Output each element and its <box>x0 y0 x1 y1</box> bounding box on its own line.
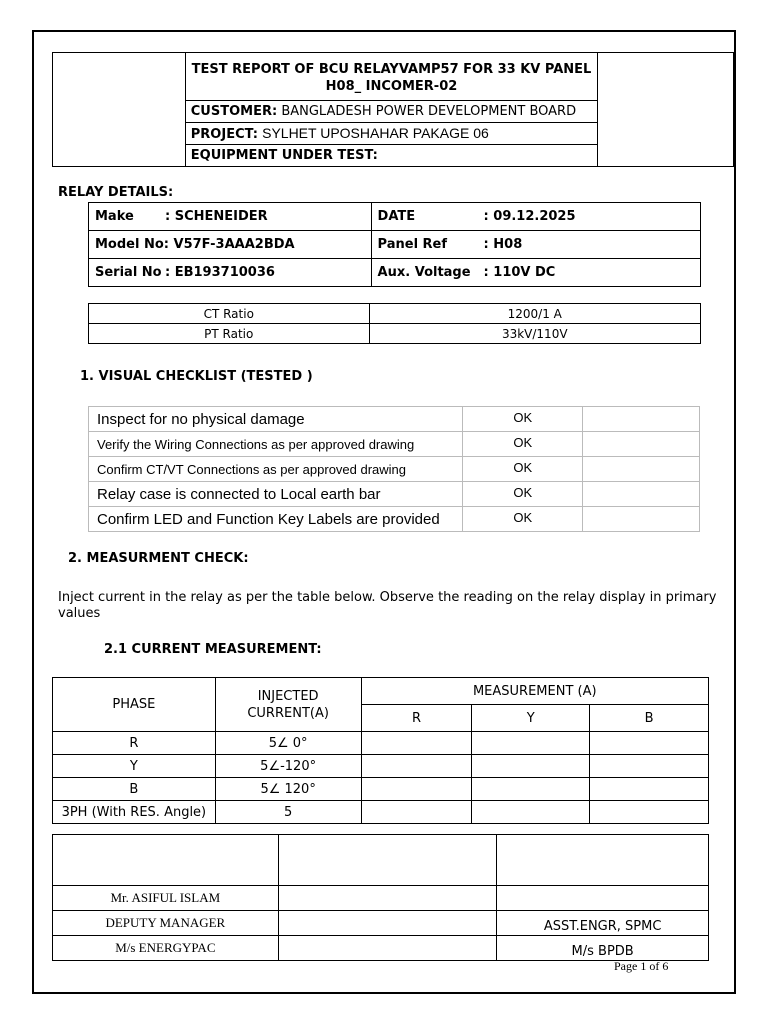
table-row <box>53 778 709 801</box>
logo-right-cell <box>598 53 734 167</box>
ct-ratio-value: 1200/1 A <box>369 304 700 324</box>
panel-value: : H08 <box>483 237 523 252</box>
injected-cell: 5∠ 120° <box>215 778 361 801</box>
date-value: : 09.12.2025 <box>483 209 576 224</box>
serial-cell <box>89 259 372 287</box>
reading-b-cell <box>590 801 709 824</box>
reading-y-cell <box>472 801 590 824</box>
reading-y-cell <box>472 732 590 755</box>
project-value: SYLHET UPOSHAHAR PAKAGE 06 <box>262 125 489 141</box>
report-title <box>185 53 597 101</box>
check-result: OK <box>463 457 583 482</box>
aux-cell <box>371 259 700 287</box>
check-blank <box>583 407 700 432</box>
table-row <box>89 432 700 457</box>
injected-header: INJECTED CURRENT(A) <box>215 678 361 732</box>
injected-cell: 5 <box>215 801 361 824</box>
serial-value: : EB193710036 <box>165 265 275 280</box>
pt-ratio-value: 33kV/110V <box>369 324 700 344</box>
table-row <box>89 304 701 324</box>
check-item: Confirm CT/VT Connections as per approved drawing <box>89 457 463 482</box>
reading-b-cell <box>590 732 709 755</box>
equipment-row <box>185 145 597 167</box>
signatory-title: DEPUTY MANAGER <box>53 911 279 936</box>
check-result: OK <box>463 482 583 507</box>
measurement-heading: 2. MEASURMENT CHECK: <box>68 551 249 566</box>
reading-b-cell <box>590 755 709 778</box>
table-row <box>53 801 709 824</box>
check-result: OK <box>463 507 583 532</box>
customer-value: BANGLADESH POWER DEVELOPMENT BOARD <box>281 104 577 119</box>
title-line-1: TEST REPORT OF BCU RELAYVAMP57 FOR 33 KV PANEL <box>191 61 592 77</box>
signature-table <box>52 834 709 961</box>
table-row <box>53 755 709 778</box>
reading-r-cell <box>361 801 472 824</box>
relay-details-heading: RELAY DETAILS: <box>58 185 174 200</box>
page-number: Page 1 of 6 <box>614 959 669 973</box>
model-cell <box>89 231 372 259</box>
reading-y-cell <box>472 755 590 778</box>
reading-y-cell <box>472 778 590 801</box>
current-measurement-table <box>52 677 709 824</box>
customer-row <box>185 101 597 123</box>
check-blank <box>583 432 700 457</box>
table-row <box>89 507 700 532</box>
project-label: PROJECT: <box>190 127 258 142</box>
signature-box-right <box>497 835 709 886</box>
make-cell <box>89 203 372 231</box>
pt-ratio-label: PT Ratio <box>89 324 370 344</box>
reading-r-cell <box>361 755 472 778</box>
customer-label: CUSTOMER: <box>190 104 278 119</box>
visual-checklist-table <box>88 406 700 532</box>
make-label: Make <box>95 209 134 224</box>
col-y-header: Y <box>472 705 590 732</box>
model-value: V57F-3AAA2BDA <box>173 237 295 252</box>
reading-r-cell <box>361 732 472 755</box>
aux-value: : 110V DC <box>483 265 556 280</box>
check-item: Confirm LED and Function Key Labels are provided <box>89 507 463 532</box>
report-header <box>52 52 734 167</box>
phase-cell: 3PH (With RES. Angle) <box>53 801 216 824</box>
aux-label: Aux. Voltage <box>377 265 471 280</box>
instruction-text: Inject current in the relay as per the table below. Observe the reading on the relay display in primary values <box>58 590 717 621</box>
check-result: OK <box>463 407 583 432</box>
title-line-2: H08_ INCOMER-02 <box>325 78 458 94</box>
phase-header: PHASE <box>53 678 216 732</box>
check-item: Verify the Wiring Connections as per approved drawing <box>89 432 463 457</box>
panel-cell <box>371 231 700 259</box>
measurement-header: MEASUREMENT (A) <box>361 678 708 705</box>
model-label: Model No: <box>95 237 169 252</box>
table-row <box>89 407 700 432</box>
ratio-table <box>88 303 701 344</box>
witness-company: M/s BPDB <box>497 936 709 961</box>
reading-r-cell <box>361 778 472 801</box>
phase-cell: B <box>53 778 216 801</box>
signature-box-middle <box>278 835 497 886</box>
project-row <box>185 123 597 145</box>
check-blank <box>583 457 700 482</box>
check-item: Relay case is connected to Local earth bar <box>89 482 463 507</box>
serial-label: Serial No <box>95 265 162 280</box>
col-b-header: B <box>590 705 709 732</box>
check-blank <box>583 482 700 507</box>
relay-details-table <box>88 202 701 287</box>
check-blank <box>583 507 700 532</box>
table-row <box>89 482 700 507</box>
table-row <box>89 457 700 482</box>
logo-left-cell <box>53 53 186 167</box>
col-r-header: R <box>361 705 472 732</box>
ct-ratio-label: CT Ratio <box>89 304 370 324</box>
equipment-label: EQUIPMENT UNDER TEST: <box>190 148 378 163</box>
signatory-company: M/s ENERGYPAC <box>53 936 279 961</box>
table-row <box>89 324 701 344</box>
date-label: DATE <box>377 209 416 224</box>
date-cell <box>371 203 700 231</box>
current-measurement-heading: 2.1 CURRENT MEASUREMENT: <box>104 642 322 657</box>
panel-label: Panel Ref <box>377 237 448 252</box>
signature-box-left <box>53 835 279 886</box>
injected-cell: 5∠ 0° <box>215 732 361 755</box>
injected-cell: 5∠-120° <box>215 755 361 778</box>
make-value: : SCHENEIDER <box>165 209 268 224</box>
reading-b-cell <box>590 778 709 801</box>
check-result: OK <box>463 432 583 457</box>
signatory-name: Mr. ASIFUL ISLAM <box>53 886 279 911</box>
check-item: Inspect for no physical damage <box>89 407 463 432</box>
table-row <box>53 732 709 755</box>
visual-checklist-heading: 1. VISUAL CHECKLIST (TESTED ) <box>80 369 313 384</box>
phase-cell: R <box>53 732 216 755</box>
witness-title: ASST.ENGR, SPMC <box>497 911 709 936</box>
phase-cell: Y <box>53 755 216 778</box>
